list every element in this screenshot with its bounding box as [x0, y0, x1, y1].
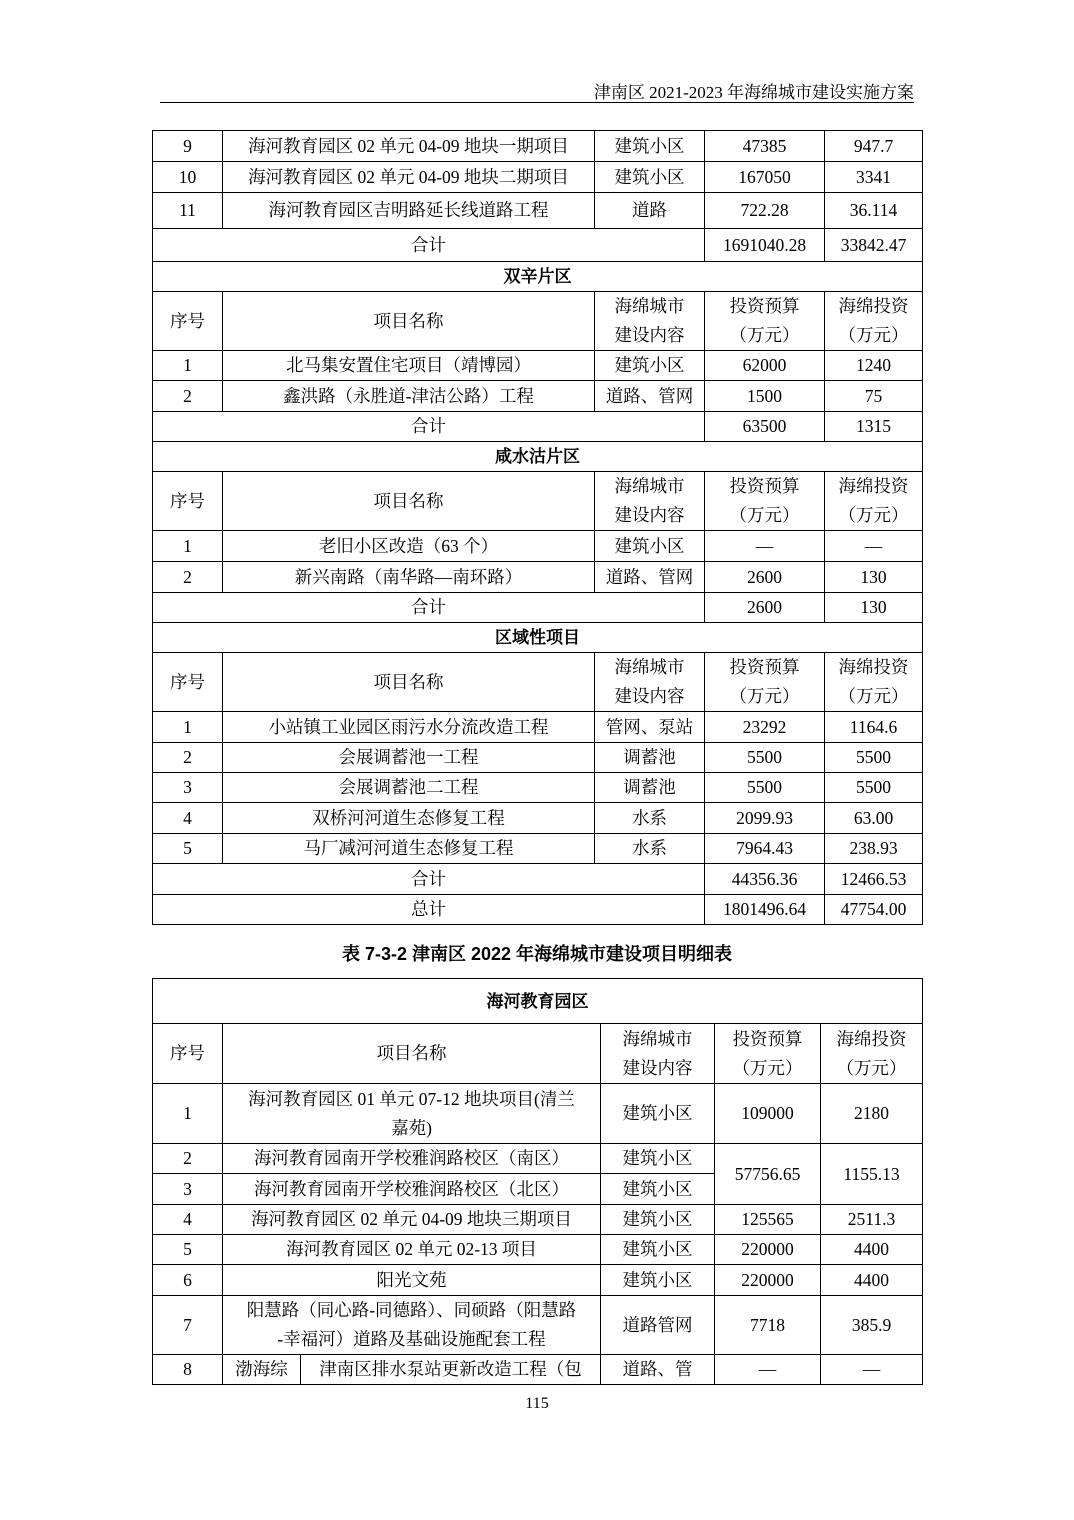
header-no: 序号	[153, 472, 223, 531]
cell-name: 海河教育园区 02 单元 04-09 地块三期项目	[223, 1205, 601, 1235]
cell-budget: 62000	[705, 351, 825, 381]
cell-sponge: 36.114	[825, 193, 923, 229]
header-row	[153, 472, 923, 531]
header-name: 项目名称	[223, 1024, 601, 1084]
subtotal-sponge: 1315	[825, 412, 923, 442]
cell-budget: 2099.93	[705, 803, 825, 834]
subtotal-row	[153, 593, 923, 623]
section-title-row	[153, 262, 923, 292]
section-title: 海河教育园区	[153, 979, 923, 1024]
cell-sponge: 2511.3	[821, 1205, 923, 1235]
table-row	[153, 1084, 923, 1144]
header-sponge-line1: 海绵投资	[838, 657, 909, 677]
section-title: 区域性项目	[153, 623, 923, 653]
cell-no: 10	[153, 162, 223, 193]
header-content-line1: 海绵城市	[614, 296, 685, 316]
cell-content: 建筑小区	[601, 1144, 715, 1174]
cell-content: 水系	[595, 803, 705, 834]
cell-no: 2	[153, 1144, 223, 1174]
cell-content: 建筑小区	[601, 1205, 715, 1235]
header-content-line1: 海绵城市	[614, 657, 685, 677]
cell-name: 小站镇工业园区雨污水分流改造工程	[223, 712, 595, 743]
header-title: 津南区 2021-2023 年海绵城市建设实施方案	[593, 83, 914, 102]
cell-sponge: 5500	[825, 743, 923, 773]
cell-name: 马厂减河河道生态修复工程	[223, 834, 595, 864]
cell-sponge: —	[825, 531, 923, 562]
header-budget-line2: （万元）	[729, 686, 800, 706]
cell-budget-merged: 57756.65	[715, 1144, 821, 1205]
cell-content: 道路、管	[601, 1355, 715, 1385]
header-sponge-line2: （万元）	[836, 1057, 907, 1078]
header-sponge-line2: （万元）	[838, 505, 909, 525]
subtotal-budget: 44356.36	[705, 864, 825, 895]
section-title: 双辛片区	[153, 262, 923, 292]
project-table-2022	[152, 978, 923, 1385]
project-table-2021	[152, 130, 923, 925]
cell-budget: 220000	[715, 1265, 821, 1296]
cell-no: 4	[153, 803, 223, 834]
header-sponge	[825, 653, 923, 712]
table-row	[153, 1265, 923, 1296]
cell-budget: —	[705, 531, 825, 562]
header-no: 序号	[153, 653, 223, 712]
header-sponge-line1: 海绵投资	[836, 1028, 907, 1049]
table-caption: 表 7-3-2 津南区 2022 年海绵城市建设项目明细表	[341, 944, 733, 964]
cell-no: 5	[153, 834, 223, 864]
header-no: 序号	[153, 1024, 223, 1084]
header-name: 项目名称	[223, 472, 595, 531]
table-row	[153, 531, 923, 562]
header-budget-line2: （万元）	[729, 325, 800, 345]
cell-sponge: 75	[825, 381, 923, 412]
cell-content: 管网、泵站	[595, 712, 705, 743]
subtotal-label: 合计	[153, 412, 705, 442]
table-row	[153, 131, 923, 162]
table-row	[153, 773, 923, 803]
header-row	[153, 292, 923, 351]
cell-budget: 2600	[705, 562, 825, 593]
header-budget	[715, 1024, 821, 1084]
header-content-line2: 建设内容	[614, 325, 685, 345]
cell-content: 道路	[595, 193, 705, 229]
cell-budget: 7964.43	[705, 834, 825, 864]
cell-no: 2	[153, 562, 223, 593]
subtotal-row	[153, 229, 923, 262]
header-no: 序号	[153, 292, 223, 351]
table-row	[153, 193, 923, 229]
cell-content: 建筑小区	[601, 1174, 715, 1205]
header-content	[595, 472, 705, 531]
cell-name-line2: 嘉苑)	[391, 1117, 432, 1138]
subtotal-label: 合计	[153, 229, 705, 262]
table-row	[153, 351, 923, 381]
header-budget-line1: 投资预算	[732, 1028, 803, 1049]
table-row	[153, 1235, 923, 1265]
subtotal-label: 合计	[153, 593, 705, 623]
cell-sponge: 5500	[825, 773, 923, 803]
cell-content: 建筑小区	[595, 531, 705, 562]
cell-name-line2: -幸福河）道路及基础设施配套工程	[277, 1329, 546, 1349]
cell-content: 建筑小区	[601, 1235, 715, 1265]
table-row	[153, 1355, 923, 1385]
cell-sponge: 4400	[821, 1235, 923, 1265]
section-title-row	[153, 979, 923, 1024]
section-title-row	[153, 442, 923, 472]
cell-no: 1	[153, 712, 223, 743]
cell-no: 7	[153, 1296, 223, 1355]
cell-name: 会展调蓄池二工程	[223, 773, 595, 803]
cell-name: 老旧小区改造（63 个）	[223, 531, 595, 562]
cell-budget: —	[715, 1355, 821, 1385]
subtotal-label: 合计	[153, 864, 705, 895]
cell-name: 海河教育园区 02 单元 04-09 地块二期项目	[223, 162, 595, 193]
cell-name: 阳光文苑	[223, 1265, 601, 1296]
header-budget-line2: （万元）	[729, 505, 800, 525]
subtotal-sponge: 33842.47	[825, 229, 923, 262]
header-sponge-line2: （万元）	[838, 686, 909, 706]
cell-name	[223, 1296, 601, 1355]
cell-name-line1: 阳慧路（同心路-同德路）、同硕路（阳慧路	[246, 1300, 577, 1320]
cell-budget: 5500	[705, 773, 825, 803]
header-name: 项目名称	[223, 292, 595, 351]
header-budget	[705, 653, 825, 712]
header-sponge-line1: 海绵投资	[838, 296, 909, 316]
subtotal-budget: 2600	[705, 593, 825, 623]
header-budget-line1: 投资预算	[729, 296, 800, 316]
cell-content: 建筑小区	[595, 351, 705, 381]
cell-no: 3	[153, 1174, 223, 1205]
cell-name: 海河教育园南开学校雅润路校区（北区）	[223, 1174, 601, 1205]
header-sponge-line2: （万元）	[838, 325, 909, 345]
cell-budget: 23292	[705, 712, 825, 743]
cell-sponge: 4400	[821, 1265, 923, 1296]
header-sponge	[825, 472, 923, 531]
cell-budget: 5500	[705, 743, 825, 773]
cell-name: 双桥河河道生态修复工程	[223, 803, 595, 834]
section-title-row	[153, 623, 923, 653]
header-content-line1: 海绵城市	[614, 476, 685, 496]
table-row	[153, 162, 923, 193]
subtotal-sponge: 130	[825, 593, 923, 623]
table-row	[153, 712, 923, 743]
cell-name: 新兴南路（南华路—南环路）	[223, 562, 595, 593]
page-number: 115	[525, 1395, 549, 1412]
cell-name-line1: 海河教育园区 01 单元 07-12 地块项目(清兰	[248, 1088, 575, 1109]
cell-sponge: 130	[825, 562, 923, 593]
cell-no: 1	[153, 531, 223, 562]
table-row	[153, 834, 923, 864]
cell-content: 道路管网	[601, 1296, 715, 1355]
cell-sponge: 1164.6	[825, 712, 923, 743]
cell-no: 2	[153, 381, 223, 412]
total-budget: 1801496.64	[705, 895, 825, 925]
cell-sponge: 947.7	[825, 131, 923, 162]
cell-no: 1	[153, 1084, 223, 1144]
cell-budget: 167050	[705, 162, 825, 193]
header-row	[153, 1024, 923, 1084]
cell-budget: 109000	[715, 1084, 821, 1144]
header-budget-line1: 投资预算	[729, 657, 800, 677]
cell-sponge: —	[821, 1355, 923, 1385]
subtotal-row	[153, 412, 923, 442]
cell-sponge: 3341	[825, 162, 923, 193]
table-row	[153, 803, 923, 834]
cell-content: 调蓄池	[595, 773, 705, 803]
cell-no: 1	[153, 351, 223, 381]
cell-no: 3	[153, 773, 223, 803]
cell-sponge: 1240	[825, 351, 923, 381]
cell-name: 海河教育园南开学校雅润路校区（南区）	[223, 1144, 601, 1174]
total-row	[153, 895, 923, 925]
total-label: 总计	[153, 895, 705, 925]
table-row	[153, 381, 923, 412]
header-name: 项目名称	[223, 653, 595, 712]
header-content-line2: 建设内容	[614, 686, 685, 706]
table-row	[153, 743, 923, 773]
cell-name: 会展调蓄池一工程	[223, 743, 595, 773]
cell-budget: 47385	[705, 131, 825, 162]
cell-no: 6	[153, 1265, 223, 1296]
cell-group: 渤海综	[223, 1355, 301, 1385]
header-row	[153, 653, 923, 712]
cell-no: 9	[153, 131, 223, 162]
table-row	[153, 1205, 923, 1235]
cell-no: 5	[153, 1235, 223, 1265]
cell-name: 津南区排水泵站更新改造工程（包	[301, 1355, 601, 1385]
cell-no: 11	[153, 193, 223, 229]
cell-name: 海河教育园区吉明路延长线道路工程	[223, 193, 595, 229]
cell-sponge-merged: 1155.13	[821, 1144, 923, 1205]
section-title: 咸水沽片区	[153, 442, 923, 472]
cell-budget: 125565	[715, 1205, 821, 1235]
header-budget-line2: （万元）	[732, 1057, 803, 1078]
cell-content: 建筑小区	[595, 162, 705, 193]
cell-content: 调蓄池	[595, 743, 705, 773]
subtotal-row	[153, 864, 923, 895]
header-sponge	[821, 1024, 923, 1084]
subtotal-sponge: 12466.53	[825, 864, 923, 895]
cell-name: 北马集安置住宅项目（靖博园）	[223, 351, 595, 381]
header-content-line2: 建设内容	[614, 505, 685, 525]
cell-budget: 1500	[705, 381, 825, 412]
header-sponge-line1: 海绵投资	[838, 476, 909, 496]
cell-budget: 220000	[715, 1235, 821, 1265]
header-budget-line1: 投资预算	[729, 476, 800, 496]
cell-sponge: 238.93	[825, 834, 923, 864]
cell-no: 2	[153, 743, 223, 773]
cell-no: 4	[153, 1205, 223, 1235]
subtotal-budget: 63500	[705, 412, 825, 442]
table-row	[153, 1296, 923, 1355]
cell-sponge: 385.9	[821, 1296, 923, 1355]
header-content	[595, 292, 705, 351]
cell-content: 建筑小区	[595, 131, 705, 162]
cell-budget: 722.28	[705, 193, 825, 229]
cell-content: 道路、管网	[595, 381, 705, 412]
cell-content: 水系	[595, 834, 705, 864]
cell-content: 道路、管网	[595, 562, 705, 593]
header-sponge	[825, 292, 923, 351]
cell-content: 建筑小区	[601, 1265, 715, 1296]
page-header	[160, 74, 914, 103]
cell-sponge: 63.00	[825, 803, 923, 834]
subtotal-budget: 1691040.28	[705, 229, 825, 262]
cell-name: 海河教育园区 02 单元 04-09 地块一期项目	[223, 131, 595, 162]
header-content	[601, 1024, 715, 1084]
table-row	[153, 1144, 923, 1174]
cell-name: 海河教育园区 02 单元 02-13 项目	[223, 1235, 601, 1265]
cell-content: 建筑小区	[601, 1084, 715, 1144]
header-budget	[705, 472, 825, 531]
header-content	[595, 653, 705, 712]
header-content-line2: 建设内容	[622, 1057, 693, 1078]
header-content-line1: 海绵城市	[622, 1028, 693, 1049]
header-budget	[705, 292, 825, 351]
total-sponge: 47754.00	[825, 895, 923, 925]
cell-name	[223, 1084, 601, 1144]
cell-name: 鑫洪路（永胜道-津沽公路）工程	[223, 381, 595, 412]
table-row	[153, 562, 923, 593]
cell-sponge: 2180	[821, 1084, 923, 1144]
cell-budget: 7718	[715, 1296, 821, 1355]
cell-no: 8	[153, 1355, 223, 1385]
